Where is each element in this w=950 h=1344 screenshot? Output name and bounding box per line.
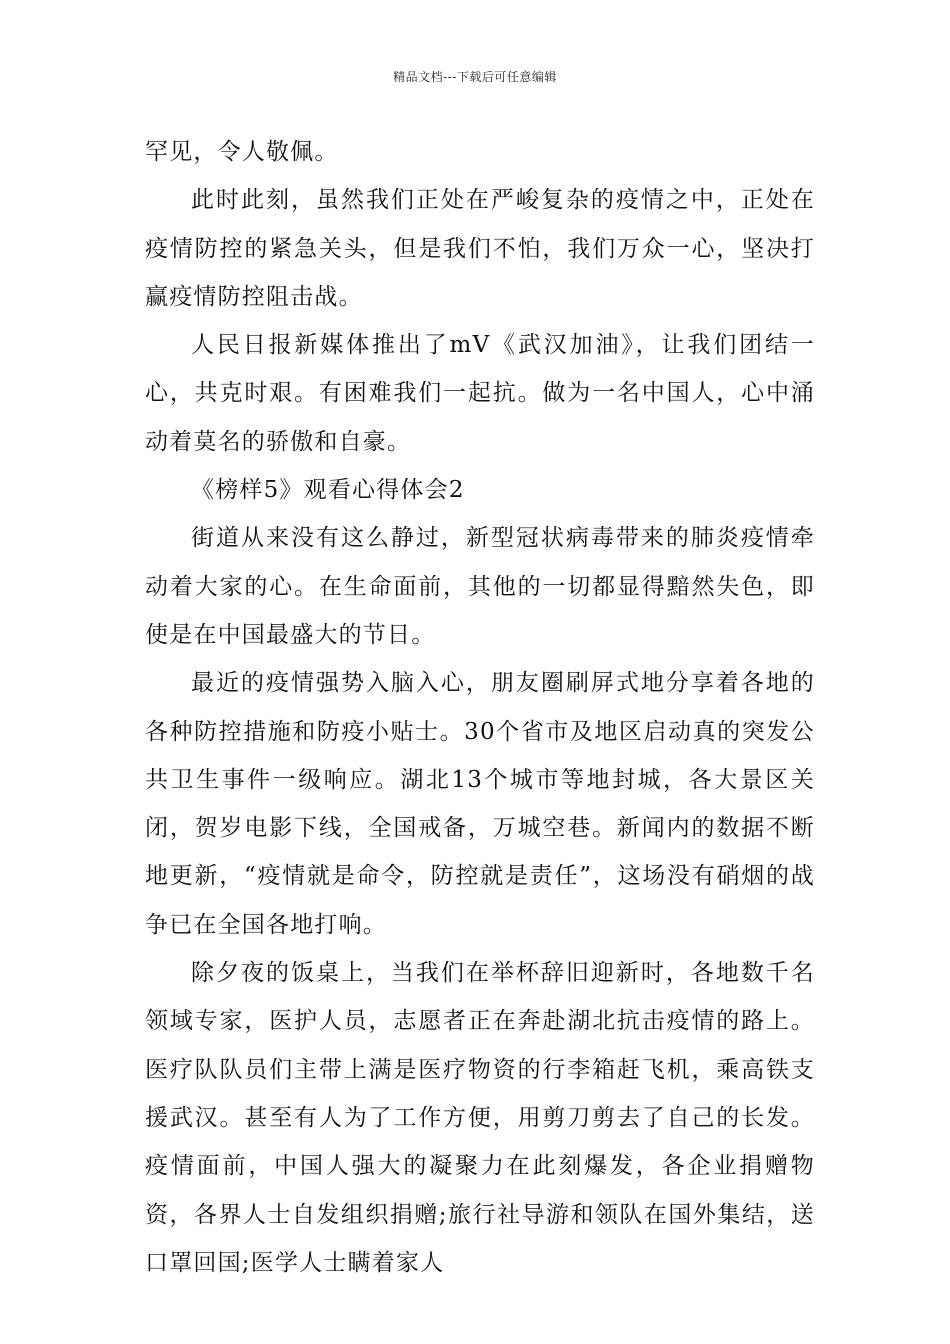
paragraph: 此时此刻，虽然我们正处在严峻复杂的疫情之中，正处在疫情防控的紧急关头，但是我们不怕，我们万众一心，坚决打赢疫情防控阻击战。 xyxy=(145,187,815,310)
paragraph: 除夕夜的饭桌上，当我们在举杯辞旧迎新时，各地数千名领域专家，医护人员，志愿者正在奔赴湖北抗击疫情的路上。医疗队队员们主带上满是医疗物资的行李箱赶飞机，乘高铁支援武汉。甚至有人为了工作方便，用剪刀剪去了自己的长发。疫情面前，中国人强大的凝聚力在此刻爆发，各企业捐赠物资，各界人士自发组织捐赠;旅行社导游和领队在国外集结，送口罩回国;医学人士瞒着家人 xyxy=(145,960,815,1276)
section-heading: 《榜样5》观看心得体会2 xyxy=(191,477,465,504)
paragraph: 人民日报新媒体推出了mV《武汉加油》，让我们团结一心，共克时艰。有困难我们一起抗。做为一名中国人，心中涌动着莫名的骄傲和自豪。 xyxy=(145,332,815,455)
document-body xyxy=(145,128,815,1287)
paragraph: 最近的疫情强势入脑入心，朋友圈刷屏式地分享着各地的各种防控措施和防疫小贴士。30个省市及地区启动真的突发公共卫生事件一级响应。湖北13个城市等地封城，各大景区关闭，贺岁电影下线，全国戒备，万城空巷。新闻内的数据不断地更新，“疫情就是命令，防控就是责任”，这场没有硝烟的战争已在全国各地打响。 xyxy=(145,670,815,938)
paragraph-continuation: 罕见，令人敬佩。 xyxy=(145,139,339,165)
page-header: 精品文档---下载后可任意编辑 xyxy=(393,70,557,84)
paragraph: 街道从来没有这么静过，新型冠状病毒带来的肺炎疫情牵动着大家的心。在生命面前，其他的一切都显得黯然失色，即使是在中国最盛大的节日。 xyxy=(145,525,815,648)
